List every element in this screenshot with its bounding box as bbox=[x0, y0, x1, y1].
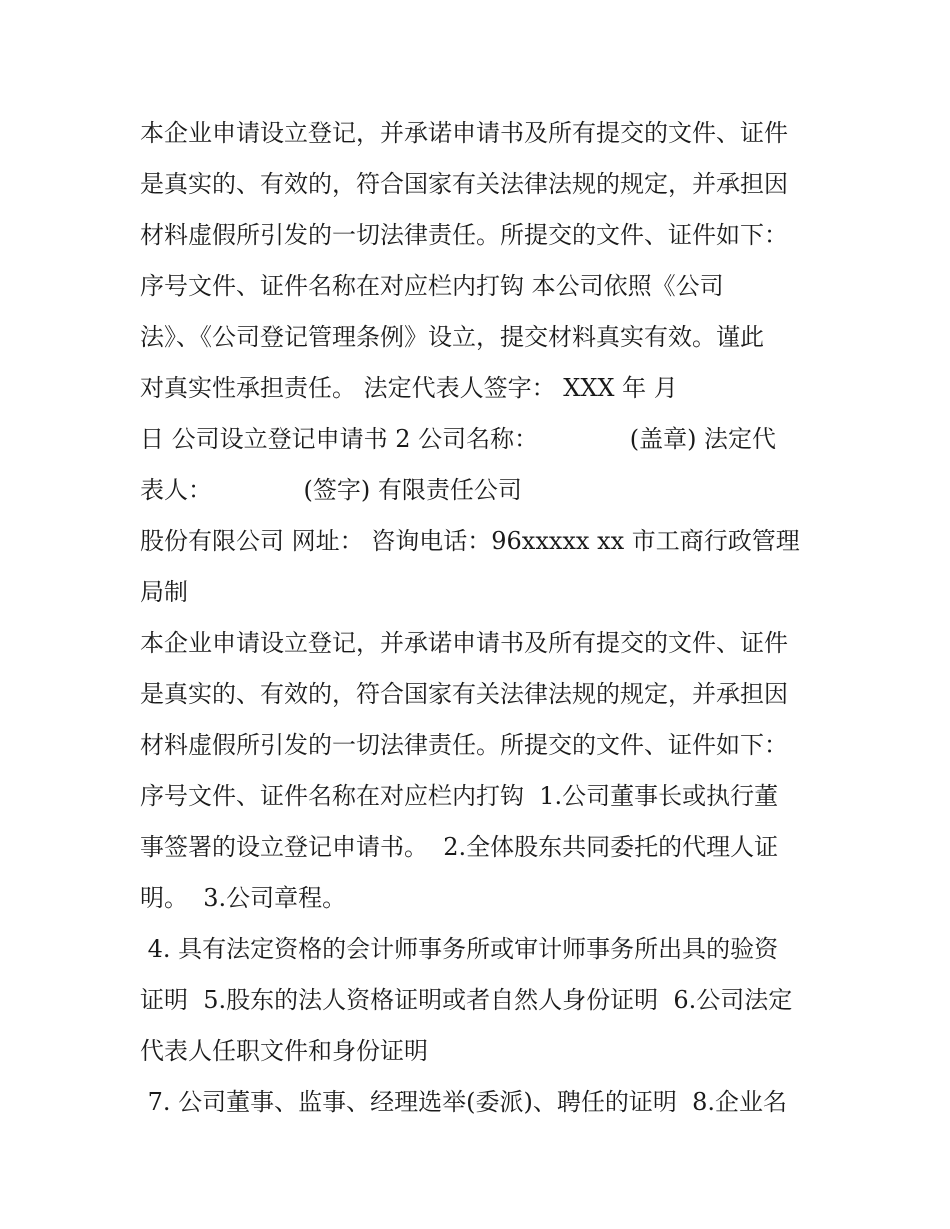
text-line: 本企业申请设立登记，并承诺申请书及所有提交的文件、证件 bbox=[140, 629, 788, 657]
text-line: 法》、《公司登记管理条例》设立，提交材料真实有效。谨此 bbox=[140, 323, 764, 351]
text-line: 是真实的、有效的，符合国家有关法律法规的规定，并承担因 bbox=[140, 170, 788, 198]
text-line: 明。 3.公司章程。 bbox=[140, 884, 347, 912]
text-line: 是真实的、有效的，符合国家有关法律法规的规定，并承担因 bbox=[140, 680, 788, 708]
text-line: 材料虚假所引发的一切法律责任。所提交的文件、证件如下： bbox=[140, 731, 788, 759]
text-line: 日 公司设立登记申请书 2 公司名称： (盖章) 法定代 bbox=[140, 425, 777, 453]
text-line: 局制 bbox=[140, 578, 188, 606]
text-line: 表人： (签字) 有限责任公司 bbox=[140, 476, 522, 504]
text-line: 材料虚假所引发的一切法律责任。所提交的文件、证件如下： bbox=[140, 221, 788, 249]
text-line: 股份有限公司 网址： 咨询电话：96xxxxx xx 市工商行政管理 bbox=[140, 527, 800, 555]
text-line: 序号文件、证件名称在对应栏内打钩 本公司依照《公司 bbox=[140, 272, 724, 300]
text-line: 7. 公司董事、监事、经理选举(委派)、聘任的证明 8.企业名 bbox=[140, 1088, 788, 1116]
text-line: 对真实性承担责任。 法定代表人签字： XXX 年 月 bbox=[140, 374, 678, 402]
text-line: 证明 5.股东的法人资格证明或者自然人身份证明 6.公司法定 bbox=[140, 986, 793, 1014]
text-line: 本企业申请设立登记，并承诺申请书及所有提交的文件、证件 bbox=[140, 119, 788, 147]
document-body bbox=[140, 108, 820, 1128]
text-line: 序号文件、证件名称在对应栏内打钩 1.公司董事长或执行董 bbox=[140, 782, 779, 810]
text-line: 事签署的设立登记申请书。 2.全体股东共同委托的代理人证 bbox=[140, 833, 779, 861]
text-line: 代表人任职文件和身份证明 bbox=[140, 1037, 428, 1065]
text-line: 4. 具有法定资格的会计师事务所或审计师事务所出具的验资 bbox=[140, 935, 779, 963]
